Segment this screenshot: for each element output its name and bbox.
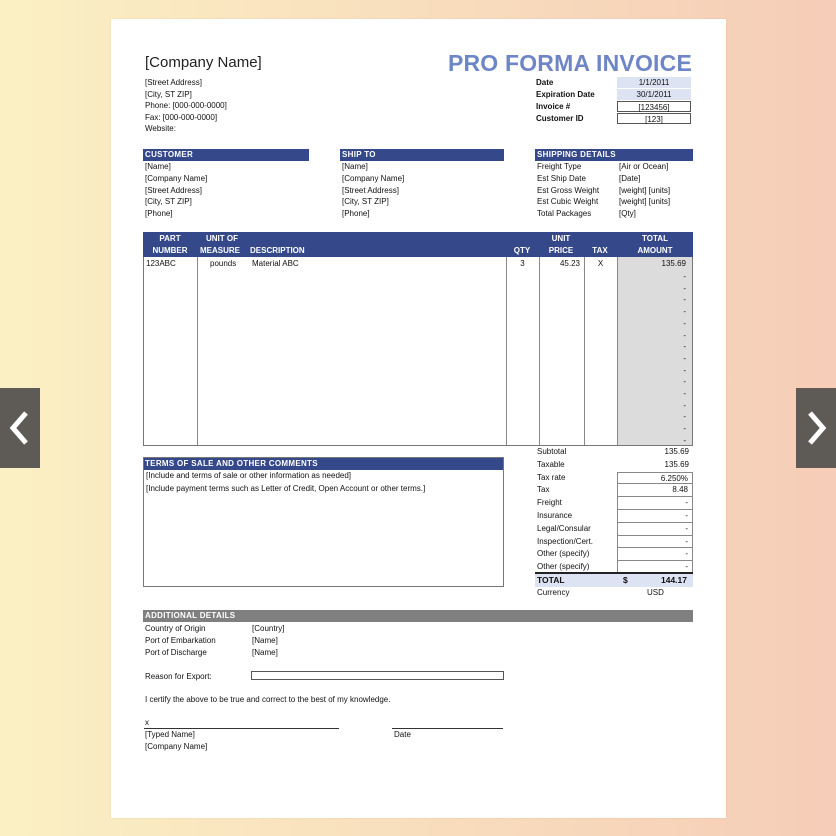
empty-total-cell: -	[683, 400, 686, 410]
col-unit-line1: UNIT OF	[206, 234, 238, 243]
address-line: [Street Address]	[145, 78, 202, 87]
additional-value: [Country]	[252, 624, 285, 633]
address-line: Website:	[145, 124, 176, 133]
meta-expiration	[536, 89, 696, 101]
row-part: 123ABC	[146, 259, 176, 268]
ship-to-line: [Street Address]	[342, 185, 399, 195]
customer-line: [Company Name]	[145, 173, 208, 183]
shipping-details-header: SHIPPING DETAILS	[535, 149, 693, 161]
totals-value[interactable]: -	[617, 561, 693, 574]
totals-label: Taxable	[537, 459, 565, 469]
column-divider	[197, 257, 198, 445]
address-line: [City, ST ZIP]	[145, 89, 192, 99]
col-price	[539, 233, 583, 257]
totals-label: Legal/Consular	[537, 523, 591, 533]
row-description: Material ABC	[252, 259, 299, 268]
meta-label: Date	[536, 78, 554, 87]
col-qty: QTY	[513, 246, 531, 255]
additional-value: [Name]	[252, 635, 278, 645]
meta-invoice-number	[536, 101, 696, 113]
ship-to-header: SHIP TO	[340, 149, 504, 161]
total-label: TOTAL	[537, 575, 565, 585]
currency-value: USD	[647, 588, 664, 597]
shipping-label: Est Cubic Weight	[537, 197, 599, 207]
company-name: [Company Name]	[145, 54, 262, 71]
shipping-value: [Date]	[619, 173, 641, 183]
comments-box[interactable]	[143, 457, 504, 587]
meta-label: Expiration Date	[536, 90, 595, 99]
empty-total-cell: -	[683, 424, 686, 434]
meta-label: Invoice #	[536, 102, 571, 111]
empty-total-cell: -	[683, 283, 686, 293]
col-price-line1: UNIT	[551, 234, 571, 243]
totals-label: Subtotal	[537, 447, 567, 456]
empty-total-cell: -	[683, 365, 686, 375]
previous-slide-button[interactable]	[0, 388, 40, 468]
total-currency-symbol: $	[623, 575, 628, 585]
currency-label: Currency	[537, 588, 570, 597]
shipping-labels	[537, 161, 599, 220]
date-label: Date	[394, 730, 411, 739]
row-price: 45.23	[559, 259, 580, 268]
empty-total-cell: -	[683, 318, 686, 328]
row-qty: 3	[520, 259, 525, 268]
chevron-right-icon	[803, 408, 829, 448]
empty-total-cell: -	[683, 272, 686, 281]
company-address	[145, 77, 227, 135]
col-part-line2: NUMBER	[152, 246, 188, 255]
col-unit	[198, 233, 244, 257]
totals-label: Inspection/Cert.	[537, 536, 594, 546]
comments-text	[146, 470, 425, 495]
total-column-shade	[618, 257, 692, 445]
total-row	[535, 574, 693, 587]
next-slide-button[interactable]	[796, 388, 836, 468]
totals-label: Tax	[537, 485, 550, 495]
empty-total-cell: -	[683, 330, 686, 340]
totals-label: Other (specify)	[537, 549, 590, 559]
totals-label: Freight	[537, 498, 562, 508]
empty-total-cell: -	[683, 307, 686, 317]
column-divider	[539, 257, 540, 445]
certify-text: I certify the above to be true and correct to the best of my knowledge.	[145, 695, 391, 704]
address-line: Phone: [000-000-0000]	[145, 101, 227, 110]
additional-details-header: ADDITIONAL DETAILS	[143, 610, 693, 622]
totals-value[interactable]: 6.250%	[617, 472, 693, 485]
chevron-left-icon	[7, 408, 33, 448]
address-line: Fax: [000-000-0000]	[145, 112, 218, 122]
reason-label: Reason for Export:	[145, 672, 212, 681]
shipping-label: Est Gross Weight	[537, 185, 600, 195]
shipping-value: [weight] [units]	[619, 185, 671, 195]
col-description: DESCRIPTION	[250, 246, 305, 255]
col-total	[617, 233, 693, 257]
empty-total-cell: -	[683, 412, 686, 422]
empty-total-cell: -	[683, 342, 686, 352]
line-items-header	[143, 232, 693, 257]
additional-labels	[145, 623, 216, 658]
empty-total-cell: -	[683, 377, 686, 387]
meta-value[interactable]: 1/1/2011	[617, 77, 691, 88]
meta-value[interactable]: [123456]	[617, 101, 691, 112]
signature-x: x	[145, 718, 149, 727]
customer-line: [Name]	[145, 162, 171, 171]
column-divider	[584, 257, 585, 445]
signature-block	[145, 729, 207, 752]
row-unit: pounds	[210, 259, 237, 268]
ship-to-line: [Phone]	[342, 209, 370, 219]
totals-value[interactable]: -	[617, 523, 693, 536]
column-divider	[617, 257, 618, 445]
col-price-line2: PRICE	[548, 246, 574, 255]
additional-values	[252, 623, 284, 658]
additional-label: Country of Origin	[145, 624, 206, 633]
customer-line: [City, ST ZIP]	[145, 197, 192, 207]
col-unit-line2: MEASURE	[200, 246, 241, 255]
customer-header: CUSTOMER	[143, 149, 309, 161]
ship-to-line: [Name]	[342, 162, 368, 171]
additional-label: Port of Embarkation	[145, 635, 216, 645]
col-total-line2: AMOUNT	[637, 246, 673, 255]
shipping-label: Est Ship Date	[537, 173, 586, 183]
ship-to-block	[342, 161, 404, 220]
totals-label: Tax rate	[537, 472, 566, 482]
totals-label: Other (specify)	[537, 562, 590, 572]
meta-label: Customer ID	[536, 114, 584, 123]
totals-value: 135.69	[664, 459, 689, 469]
totals-value: 135.69	[664, 447, 689, 456]
additional-value: [Name]	[252, 647, 278, 657]
totals-value[interactable]: -	[617, 510, 693, 523]
meta-date	[536, 77, 696, 89]
customer-line: [Phone]	[145, 209, 173, 219]
empty-total-cell: -	[683, 295, 686, 305]
empty-total-cell: -	[683, 389, 686, 398]
totals-label: Insurance	[537, 511, 573, 520]
shipping-values	[619, 161, 670, 220]
total-value: 144.17	[661, 575, 687, 585]
invoice-page	[111, 19, 726, 818]
totals-value[interactable]: -	[617, 536, 693, 549]
customer-line: [Street Address]	[145, 185, 202, 195]
ship-to-line: [Company Name]	[342, 173, 405, 183]
meta-value[interactable]: [123]	[617, 113, 691, 124]
empty-total-cell: -	[683, 435, 686, 445]
signature-company: [Company Name]	[145, 741, 208, 751]
meta-customer-id	[536, 113, 696, 125]
comment-line: [Include and terms of sale or other information as needed]	[146, 471, 352, 480]
col-total-line1: TOTAL	[642, 234, 668, 243]
shipping-value: [Qty]	[619, 209, 636, 219]
row-total: 135.69	[661, 259, 686, 268]
additional-label: Port of Discharge	[145, 647, 207, 657]
typed-name: [Typed Name]	[145, 730, 195, 739]
totals-value[interactable]: -	[617, 548, 693, 561]
shipping-label: Freight Type	[537, 162, 582, 171]
empty-total-cell: -	[683, 353, 686, 363]
comments-header: TERMS OF SALE AND OTHER COMMENTS	[143, 458, 504, 470]
shipping-value: [Air or Ocean]	[619, 162, 669, 171]
column-divider	[506, 257, 507, 445]
col-part-line1: PART	[159, 234, 181, 243]
invoice-title: PRO FORMA INVOICE	[447, 50, 692, 76]
comment-line: [Include payment terms such as Letter of Credit, Open Account or other terms.]	[146, 483, 426, 493]
ship-to-line: [City, ST ZIP]	[342, 197, 389, 207]
row-tax: X	[597, 259, 604, 268]
reason-input[interactable]	[251, 671, 504, 680]
shipping-value: [weight] [units]	[619, 197, 671, 207]
col-tax: TAX	[592, 246, 608, 255]
totals-value[interactable]: 8.48	[617, 484, 693, 497]
customer-block	[145, 161, 207, 220]
meta-value[interactable]: 30/1/2011	[617, 89, 691, 100]
line-items-table	[143, 257, 693, 446]
col-part	[143, 233, 197, 257]
shipping-label: Total Packages	[537, 209, 592, 219]
totals-value[interactable]: -	[617, 497, 693, 510]
